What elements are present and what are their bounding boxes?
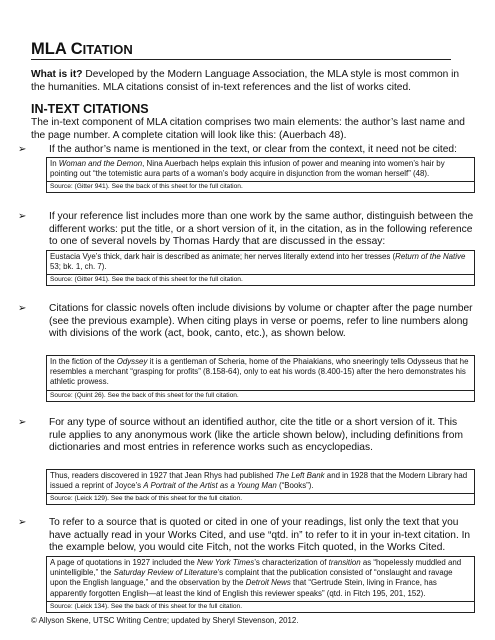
- intro-text: Developed by the Modern Language Association, the MLA style is most common in the humanities. MLA citations consist of in-text references and the list of works cited.: [31, 69, 460, 93]
- bullet-text: If the author’s name is mentioned in the text, or clear from the context, it need not be cited:: [49, 144, 457, 155]
- example-text: [47, 470, 474, 493]
- arrow-bullet-icon: ➢: [18, 517, 27, 528]
- example-run: 53; bk. 1, ch. 7).: [50, 262, 107, 272]
- page-title: [31, 40, 451, 60]
- italic-title: transition: [328, 558, 361, 567]
- bullet-text: Citations for classic novels often include divisions by volume or chapter after the page number (see the previous example). When citing plays in verse or poems, refer to line numbers along with divisions of the work (act, book, canto, etc.), as shown below.: [49, 303, 473, 340]
- title-small-caps: ITATION: [82, 42, 133, 57]
- example-run: as “hopelessly muddled and unintelligible,” the: [50, 558, 462, 578]
- example-run: A page of quotations in 1927 included the: [50, 558, 197, 567]
- example-run: that “Gertrude Stein, living in France, has apparently forgotten English—at least the kind of English this reviewer speaks” (qtd. in Fitch 195, 201, 152).: [50, 578, 437, 598]
- source-note: Source: (Quint 26). See the back of this sheet for the full citation.: [47, 390, 474, 401]
- example-run: and in 1928 that the Modern Library had issued a reprint of Joyce’s: [50, 471, 468, 491]
- example-run: In: [50, 159, 59, 168]
- italic-title: Woman and the Demon: [58, 159, 143, 168]
- bullet-text: For any type of source without an identified author, cite the title or a short version of it. This rule applies to any anonymous work (like the article shown below), including definitions from dictionaries and most entries in reference works such as encyclopedias.: [49, 417, 463, 454]
- list-item: [18, 303, 474, 341]
- list-item: [18, 517, 474, 555]
- example-run: Eustacia Vye’s thick, dark hair is described as animate; her nerves literally extend into her tresses (: [50, 252, 396, 261]
- italic-title: Odyssey: [116, 357, 148, 366]
- italic-title: The Left Bank: [275, 471, 325, 480]
- list-item: [18, 417, 474, 455]
- arrow-bullet-icon: ➢: [18, 417, 27, 428]
- source-note: Source: (Gitter 941). See the back of this sheet for the full citation.: [47, 181, 474, 192]
- italic-title: Detroit News: [245, 578, 291, 588]
- arrow-bullet-icon: ➢: [18, 211, 27, 222]
- example-run: , Nina Auerbach helps explain this infusion of power and meaning into women’s hair by pointing out “the totemistic aura parts of a woman’s body acquire in disjunction from the woman herself” (48).: [50, 159, 445, 179]
- arrow-bullet-icon: ➢: [18, 303, 27, 314]
- example-text: [47, 158, 474, 181]
- example-run: In the fiction of the: [50, 357, 117, 366]
- intro-label: What is it?: [31, 69, 83, 80]
- example-run: ’s characterization of: [254, 558, 329, 567]
- example-box: [46, 469, 475, 505]
- example-run: (“Books”).: [276, 481, 314, 491]
- example-run: ’s complaint that the publication consisted of “onslaught and ravage upon the English language,” and the observation by the: [50, 568, 453, 588]
- example-box: [46, 355, 475, 402]
- footer-copyright: © Allyson Skene, UTSC Writing Centre; updated by Sheryl Stevenson, 2012.: [31, 616, 299, 625]
- source-note: Source: (Leick 129). See the back of this sheet for the full citation.: [47, 493, 474, 504]
- example-box: [46, 556, 475, 613]
- example-run: it is a gentleman of Scheria, home of the Phaiakians, who sneeringly tells Odysseus that he resembles a merchant “grasping for profits” (8.158-64), only to eat his words (8.400-15) after the hero demonstrates his athletic prowess.: [50, 357, 469, 387]
- section-body: The in-text component of MLA citation comprises two main elements: the author’s last name and the page number. A complete citation will look like this: (Auerbach 48).: [31, 117, 465, 141]
- example-text: [47, 251, 474, 274]
- intro-paragraph: [31, 69, 469, 94]
- italic-title: Saturday Review of Literature: [113, 568, 218, 578]
- arrow-bullet-icon: ➢: [18, 144, 27, 155]
- source-note: Source: (Gitter 941). See the back of this sheet for the full citation.: [47, 274, 474, 285]
- italic-title: Return of the Native: [395, 252, 466, 261]
- example-text: [47, 557, 474, 601]
- list-item: [18, 144, 474, 157]
- example-box: [46, 157, 475, 193]
- example-run: Thus, readers discovered in 1927 that Jean Rhys had published: [50, 471, 276, 480]
- title-main: MLA C: [31, 40, 83, 58]
- italic-title: A Portrait of the Artist as a Young Man: [143, 481, 277, 491]
- bullet-text: To refer to a source that is quoted or cited in one of your readings, list only the text that you have actually read in your Works Cited, and use “qtd. in” to refer to it in your in-text citation. In the example below, you would cite Fitch, not the works Fitch quoted, in the Works Cited.: [49, 517, 471, 554]
- section-heading: IN-TEXT CITATIONS: [31, 102, 149, 116]
- bullet-text: If your reference list includes more than one work by the same author, distinguish between the different works: put the title, or a short version of it, in the citation, as in the following reference to one of several novels by Thomas Hardy that are discussed in the essay:: [49, 211, 474, 248]
- source-note: Source: (Leick 134). See the back of this sheet for the full citation.: [47, 601, 474, 612]
- example-text: [47, 356, 474, 390]
- italic-title: New York Times: [196, 558, 255, 567]
- example-box: [46, 250, 475, 286]
- list-item: [18, 211, 474, 249]
